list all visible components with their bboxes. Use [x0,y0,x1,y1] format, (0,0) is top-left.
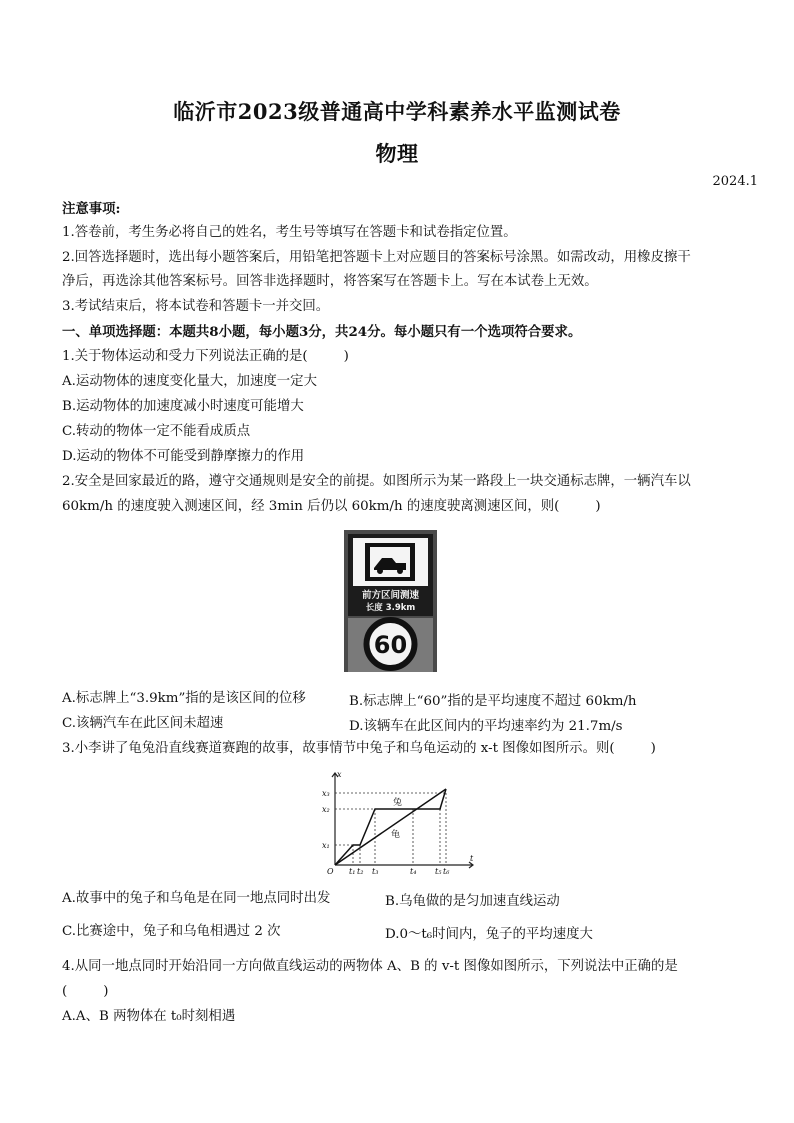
question-4-stem-line1: 4.从同一地点同时开始沿同一方向做直线运动的两物体 A、B 的 v-t 图像如图所示，下列说法中正确的是 [62,959,678,974]
notes-heading: 注意事项: [62,201,121,217]
x-tick: t₄ [410,867,417,876]
q3-option-d: D.0～t₆时间内，兔子的平均速度大 [385,927,593,942]
question-4-stem-line2: ( ) [62,984,109,999]
question-2-stem-line2: 60km/h 的速度驶入测速区间，经 3min 后仍以 60km/h 的速度驶离测速区间，则( ) [62,499,601,514]
speed-limit-number: 60 [373,631,408,659]
q3-option-a: A.故事中的兔子和乌龟是在同一地点同时出发 [62,891,331,906]
note-item: 3.考试结束后，将本试卷和答题卡一并交回。 [62,299,330,314]
traffic-sign-image [344,530,437,672]
sign-text-zone: 前方区间测速 [361,590,420,601]
x-tick: t₁ [349,867,356,876]
turtle-label: 龟 [391,830,401,840]
q1-option-d: D.运动的物体不可能受到静摩擦力的作用 [62,449,305,464]
x-tick: t₃ [372,867,379,876]
x-tick: t₅ [435,867,442,876]
origin-label: O [327,867,334,876]
y-tick: x₁ [322,841,330,850]
section-heading: 一、单项选择题：本题共8小题，每小题3分，共24分。每小题只有一个选项符合要求。 [62,324,582,340]
traffic-sign-figure [344,530,437,672]
rabbit-label: 兔 [393,798,403,808]
q1-option-b: B.运动物体的加速度减小时速度可能增大 [62,399,304,414]
question-1-stem: 1.关于物体运动和受力下列说法正确的是( ) [62,349,349,364]
q1-option-a: A.运动物体的速度变化量大，加速度一定大 [62,374,317,389]
note-item: 净后，再选涂其他答案标号。回答非选择题时，将答案写在答题卡上。写在本试卷上无效。 [62,274,598,289]
exam-date: 2024.1 [712,174,758,189]
q1-option-c: C.转动的物体一定不能看成质点 [62,424,251,439]
turtle-line [335,789,446,865]
page-title: 临沂市2023级普通高中学科素养水平监测试卷 [173,99,621,124]
q2-option-d: D.该辆车在此区间内的平均速率约为 21.7m/s [349,719,623,734]
x-tick: t₂ [357,867,364,876]
y-tick: x₃ [322,789,330,798]
subject-title: 物理 [375,141,419,166]
sign-text-length: 长度 3.9km [365,603,416,613]
t-axis-label: t [470,854,474,863]
question-2-stem-line1: 2.安全是回家最近的路，遵守交通规则是安全的前提。如图所示为某一路段上一块交通标志牌，一辆汽车以 [62,474,691,489]
q3-option-c: C.比赛途中，兔子和乌龟相遇过 2 次 [62,924,281,939]
q2-option-a: A.标志牌上“3.9km”指的是该区间的位移 [62,691,306,706]
q2-option-b: B.标志牌上“60”指的是平均速度不超过 60km/h [349,694,637,709]
xt-graph-figure [313,767,478,879]
x-axis-label: x [337,770,342,779]
q4-option-a: A.A、B 两物体在 t₀时刻相遇 [62,1009,236,1024]
note-item: 2.回答选择题时，选出每小题答案后，用铅笔把答题卡上对应题目的答案标号涂黑。如需改动，用橡皮擦干 [62,250,691,265]
x-tick: t₆ [443,867,450,876]
question-3-stem: 3.小李讲了龟兔沿直线赛道赛跑的故事，故事情节中兔子和乌龟运动的 x-t 图像如图所示。则( ) [62,741,656,756]
q3-option-b: B.乌龟做的是匀加速直线运动 [385,894,560,909]
note-item: 1.答卷前，考生务必将自己的姓名，考生号等填写在答题卡和试卷指定位置。 [62,225,517,240]
y-tick: x₂ [322,805,330,814]
q2-option-c: C.该辆汽车在此区间未超速 [62,716,224,731]
xt-graph [313,767,478,879]
